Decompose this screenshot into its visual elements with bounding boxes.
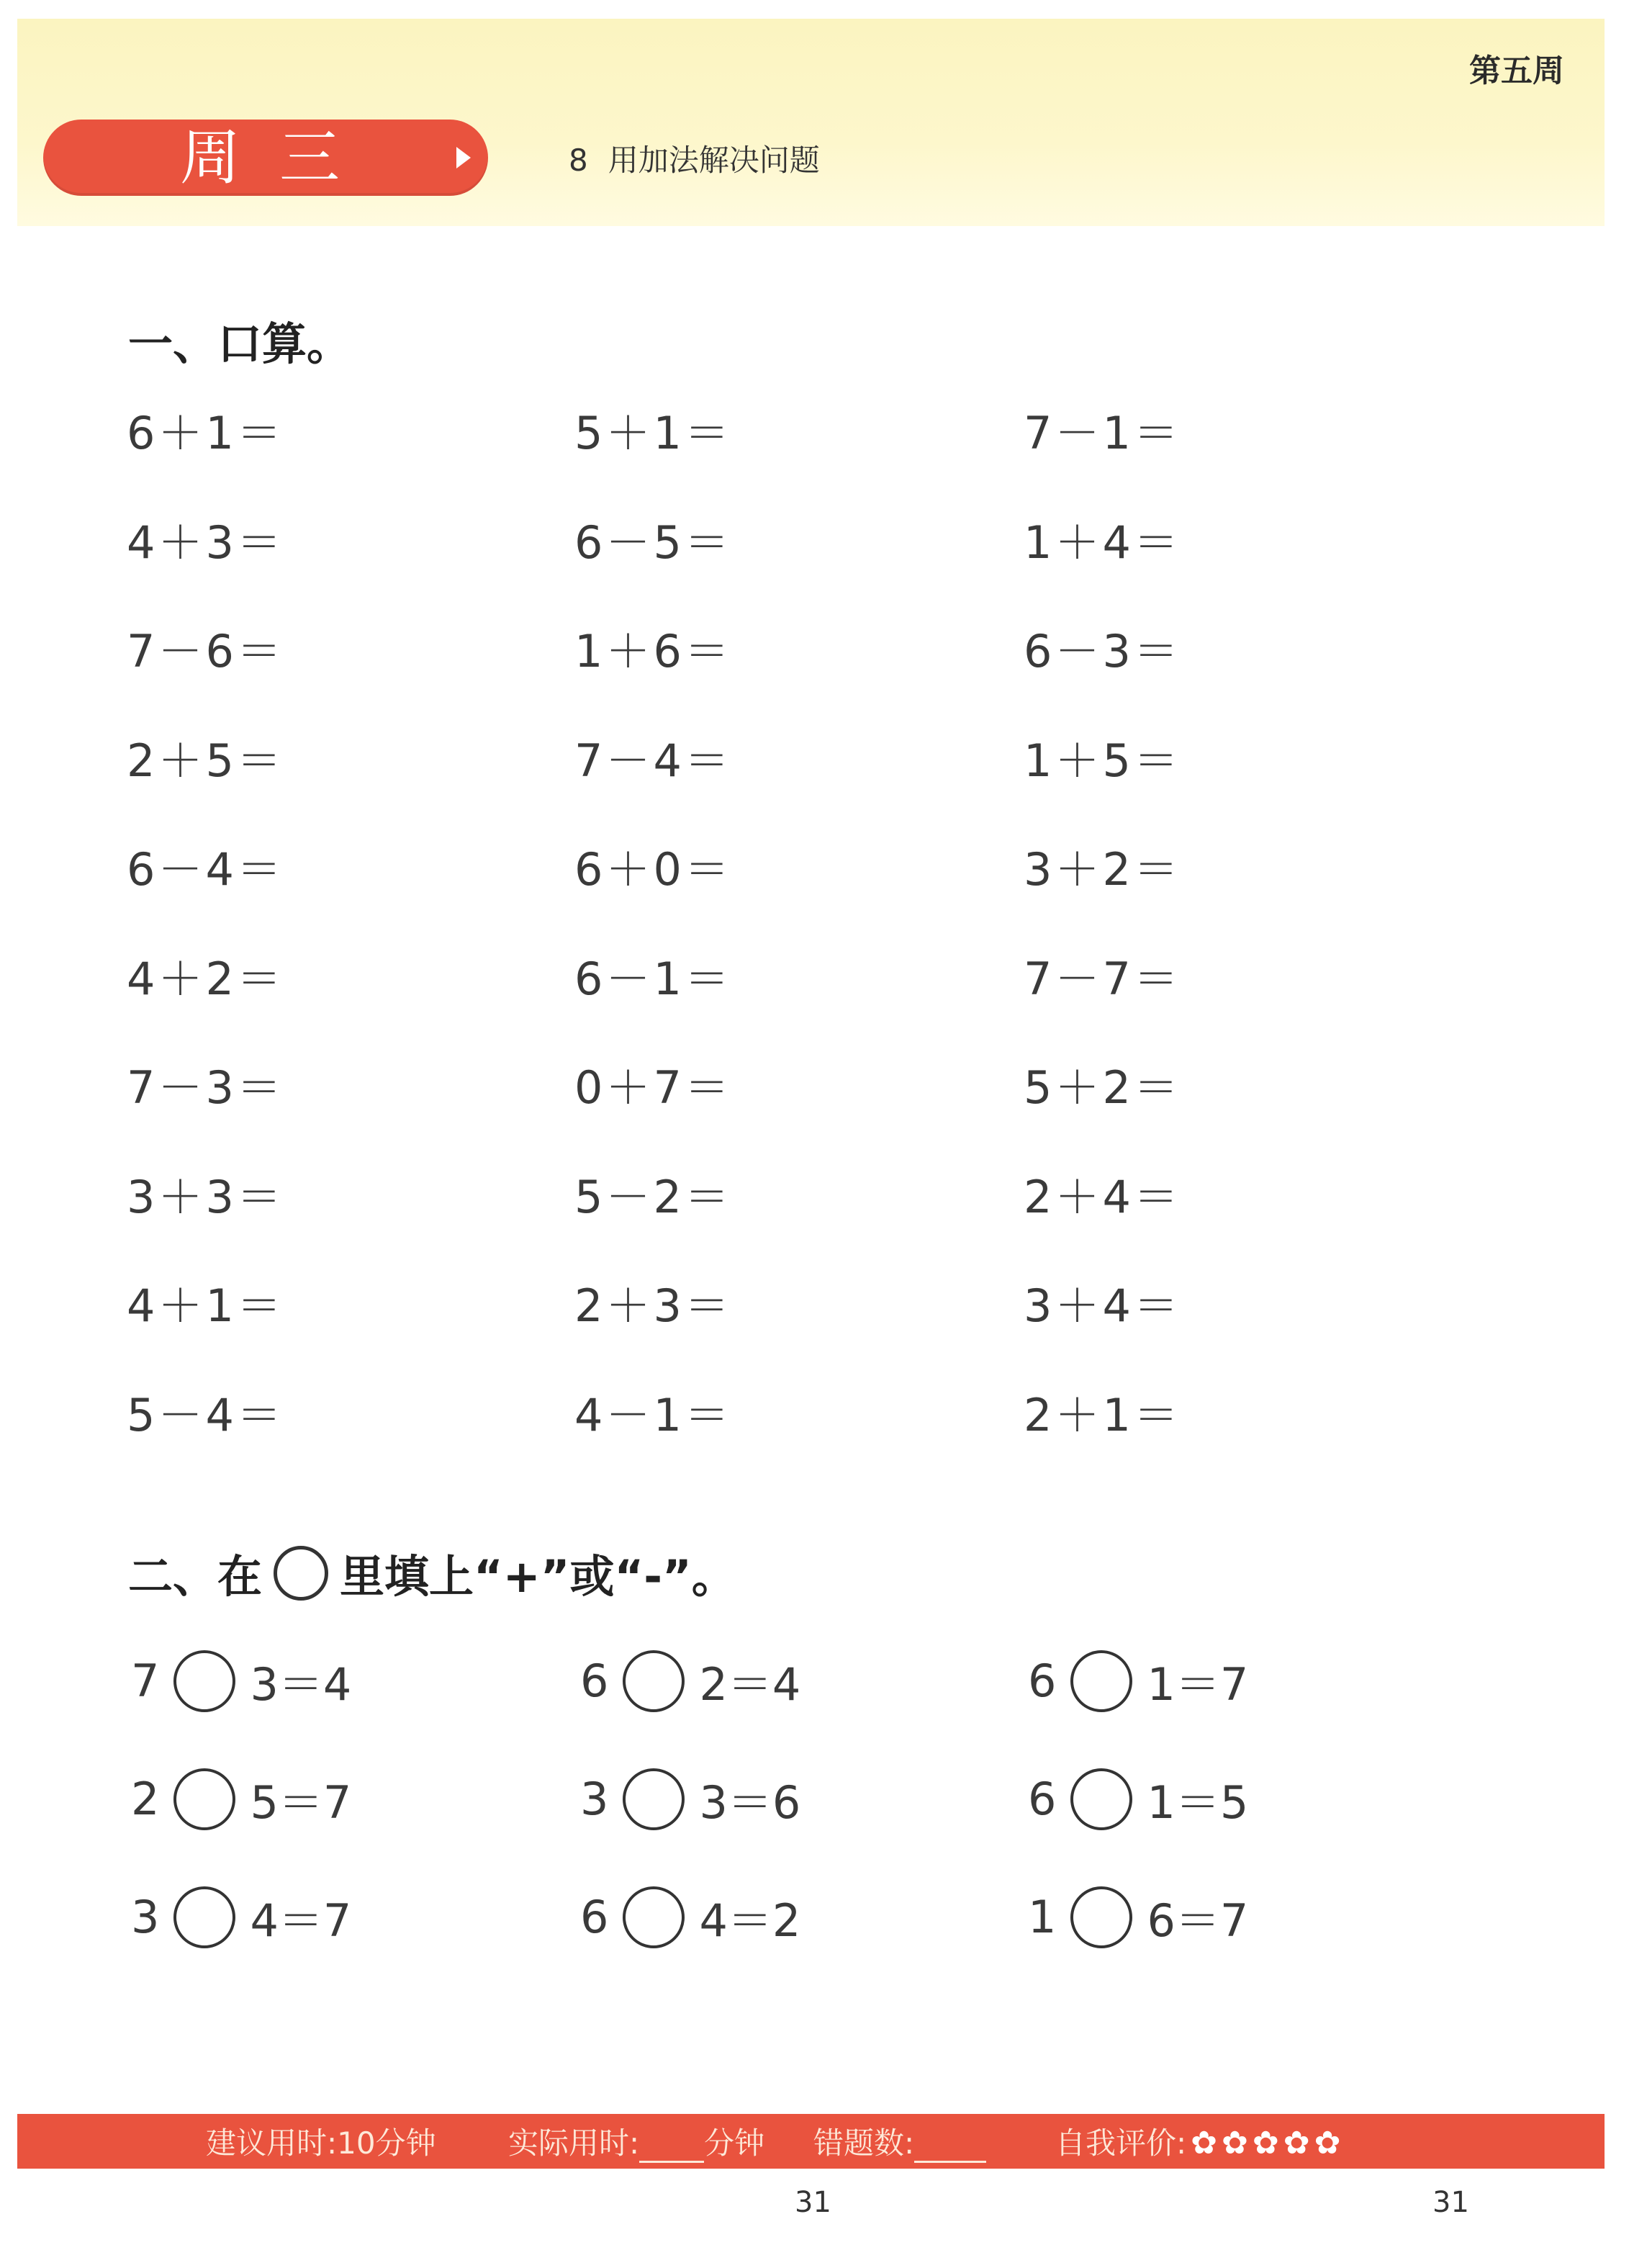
- answer-circle[interactable]: [623, 1768, 685, 1830]
- week-label: 第五周: [1469, 53, 1564, 89]
- rating-stars: [1186, 2125, 1340, 2161]
- fill-operator-item: [580, 1885, 800, 1949]
- oral-calc-item: 4＋3＝: [127, 516, 284, 569]
- fill-operator-item: [131, 1885, 351, 1949]
- equation-rest: 3＝6: [699, 1776, 801, 1829]
- error-count-blank[interactable]: [914, 2132, 986, 2163]
- answer-circle[interactable]: [173, 1768, 235, 1830]
- oral-calc-item: 4－1＝: [574, 1389, 732, 1441]
- equation-rest: 1＝7: [1147, 1658, 1249, 1711]
- oral-calc-item: 5－4＝: [127, 1389, 284, 1441]
- fill-operator-item: [580, 1767, 800, 1831]
- fill-operator-item: [1028, 1767, 1248, 1831]
- section2-title: [128, 1541, 736, 1605]
- oral-calc-item: 0＋7＝: [574, 1061, 732, 1114]
- equation-rest: 6＝7: [1147, 1894, 1249, 1947]
- flower-star-icon[interactable]: ✿: [1191, 2125, 1218, 2161]
- self-evaluation: [1055, 2120, 1341, 2163]
- flower-star-icon[interactable]: ✿: [1252, 2125, 1279, 2161]
- fill-operator-item: [1028, 1649, 1248, 1713]
- actual-time-unit: 分钟: [704, 2125, 765, 2161]
- equation-rest: 5＝7: [250, 1776, 352, 1829]
- first-number: 3: [131, 1891, 160, 1943]
- oral-calc-item: 6＋0＝: [574, 843, 732, 896]
- oral-calc-item: 4＋2＝: [127, 953, 284, 1005]
- oral-calc-item: 7－3＝: [127, 1061, 284, 1114]
- oral-calc-item: 1＋6＝: [574, 625, 732, 678]
- answer-circle[interactable]: [1070, 1768, 1132, 1830]
- first-number: 6: [580, 1891, 609, 1943]
- equation-rest: 4＝7: [250, 1894, 352, 1947]
- oral-calc-item: 7－6＝: [127, 625, 284, 678]
- flower-star-icon[interactable]: ✿: [1314, 2125, 1341, 2161]
- error-count: [813, 2120, 986, 2163]
- oral-calc-item: 1＋5＝: [1024, 734, 1181, 787]
- first-number: 3: [580, 1773, 609, 1825]
- equation-rest: 1＝5: [1147, 1776, 1249, 1829]
- section2-title-end: 里填上“+”或“-”。: [340, 1550, 736, 1603]
- oral-calc-item: 1＋4＝: [1024, 516, 1181, 569]
- oral-calc-item: 5－2＝: [574, 1171, 732, 1223]
- oral-calc-item: 6－4＝: [127, 843, 284, 896]
- oral-calc-item: 2＋3＝: [574, 1279, 732, 1332]
- oral-calc-item: 3＋4＝: [1024, 1279, 1181, 1332]
- day-tab: [43, 120, 488, 196]
- actual-time: [508, 2120, 764, 2163]
- lesson-heading: [569, 137, 820, 180]
- error-count-label: 错题数:: [813, 2125, 915, 2161]
- first-number: 6: [1028, 1773, 1057, 1825]
- oral-calc-item: 5＋2＝: [1024, 1061, 1181, 1114]
- answer-circle[interactable]: [1070, 1886, 1132, 1948]
- circle-icon: [274, 1546, 328, 1601]
- answer-circle[interactable]: [173, 1886, 235, 1948]
- oral-calc-item: 7－1＝: [1024, 407, 1181, 459]
- oral-calc-item: 3＋2＝: [1024, 843, 1181, 896]
- lesson-number: 8: [569, 143, 588, 178]
- oral-calc-item: 4＋1＝: [127, 1279, 284, 1332]
- fill-operator-item: [131, 1767, 351, 1831]
- equation-rest: 4＝2: [699, 1894, 801, 1947]
- first-number: 1: [1028, 1891, 1057, 1943]
- first-number: 6: [1028, 1655, 1057, 1707]
- oral-calc-item: 7－4＝: [574, 734, 732, 787]
- section1-title: 一、口算。: [128, 318, 352, 370]
- oral-calc-item: 2＋5＝: [127, 734, 284, 787]
- first-number: 6: [580, 1655, 609, 1707]
- oral-calc-item: 6－3＝: [1024, 625, 1181, 678]
- first-number: 7: [131, 1655, 160, 1707]
- page-number-right: 31: [1432, 2186, 1469, 2219]
- answer-circle[interactable]: [173, 1650, 235, 1712]
- suggested-time: 建议用时:10分钟: [206, 2125, 436, 2161]
- answer-circle[interactable]: [1070, 1650, 1132, 1712]
- flower-star-icon[interactable]: ✿: [1222, 2125, 1248, 2161]
- day-label: 周三: [180, 122, 379, 193]
- answer-circle[interactable]: [623, 1650, 685, 1712]
- footer-bar: [17, 2114, 1605, 2169]
- equation-rest: 2＝4: [699, 1658, 801, 1711]
- page-number-center: 31: [795, 2186, 831, 2219]
- flower-star-icon[interactable]: ✿: [1283, 2125, 1310, 2161]
- oral-calc-item: 2＋4＝: [1024, 1171, 1181, 1223]
- lesson-title: 用加法解决问题: [608, 143, 820, 178]
- oral-calc-item: 6－1＝: [574, 953, 732, 1005]
- fill-operator-item: [580, 1649, 800, 1713]
- play-arrow-icon: [456, 147, 471, 168]
- actual-time-blank[interactable]: [639, 2132, 704, 2163]
- oral-calc-item: 5＋1＝: [574, 407, 732, 459]
- first-number: 2: [131, 1773, 160, 1825]
- actual-time-label: 实际用时:: [508, 2125, 640, 2161]
- answer-circle[interactable]: [623, 1886, 685, 1948]
- fill-operator-item: [131, 1649, 351, 1713]
- fill-operator-item: [1028, 1885, 1248, 1949]
- self-eval-label: 自我评价:: [1055, 2125, 1187, 2161]
- section2-title-start: 二、在: [128, 1550, 263, 1603]
- oral-calc-item: 3＋3＝: [127, 1171, 284, 1223]
- equation-rest: 3＝4: [250, 1658, 352, 1711]
- oral-calc-item: 6＋1＝: [127, 407, 284, 459]
- oral-calc-item: 7－7＝: [1024, 953, 1181, 1005]
- oral-calc-item: 2＋1＝: [1024, 1389, 1181, 1441]
- oral-calc-item: 6－5＝: [574, 516, 732, 569]
